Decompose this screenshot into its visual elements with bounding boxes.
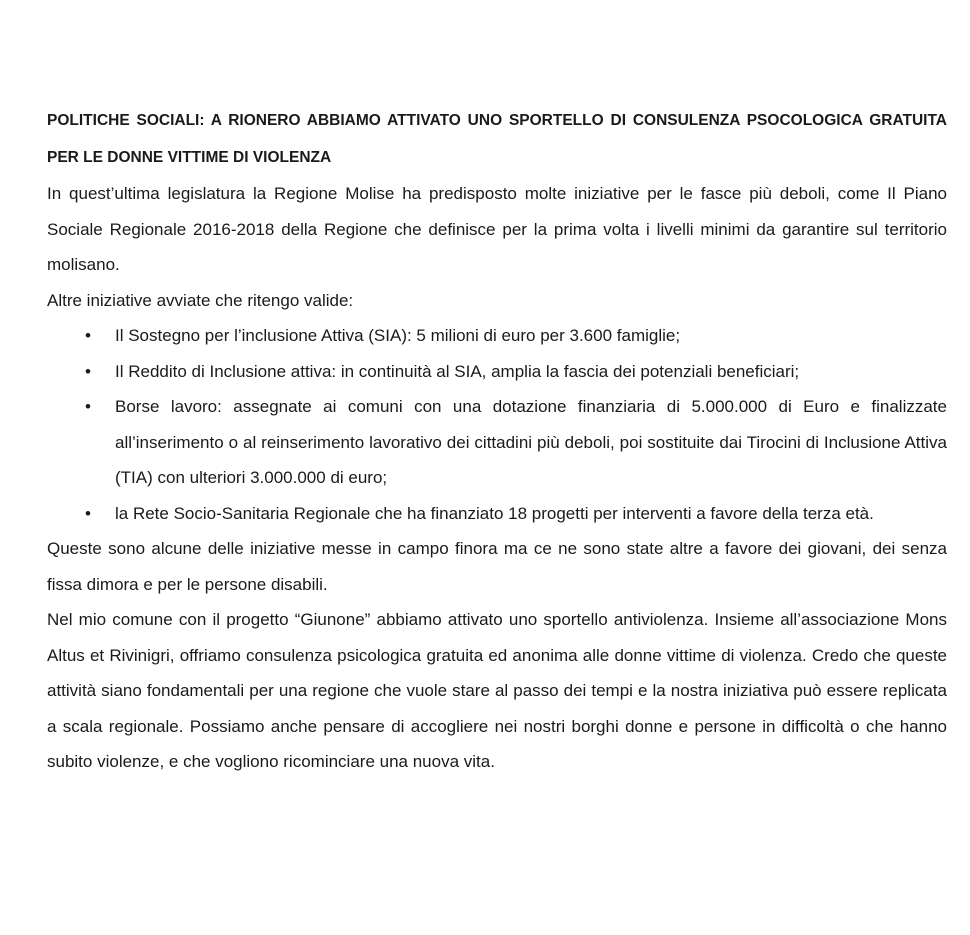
list-item-text: Il Sostegno per l’inclusione Attiva (SIA): 5 milioni di euro per 3.600 famiglie;	[115, 326, 681, 345]
list-item-text: Borse lavoro: assegnate ai comuni con una dotazione finanziaria di 5.000.000 di Euro e finalizzate all’inserimento o al reinserimento lavorativo dei cittadini più deboli, poi sostituite dai Tirocini di Inclusione Attiva (TIA) con ulteriori 3.000.000 di euro;	[115, 397, 947, 487]
document-page	[47, 102, 947, 780]
bullet-icon: •	[85, 397, 91, 416]
list-item	[47, 318, 947, 354]
bullet-icon: •	[85, 326, 91, 345]
list-item-text: Il Reddito di Inclusione attiva: in continuità al SIA, amplia la fascia dei potenziali beneficiari;	[115, 361, 800, 381]
list-intro: Altre iniziative avviate che ritengo valide:	[47, 290, 354, 310]
bullet-icon: •	[85, 503, 91, 523]
document-title: POLITICHE SOCIALI: A RIONERO ABBIAMO ATTIVATO UNO SPORTELLO DI CONSULENZA PSOCOLOGICA GRATUITA PER LE DONNE VITTIME DI VIOLENZA	[47, 112, 947, 166]
initiatives-list	[47, 318, 947, 531]
paragraph-giunone: Nel mio comune con il progetto “Giunone” abbiamo attivato uno sportello antiviolenza. Insieme all’associazione Mons Altus et Rivinigri, offriamo consulenza psicologica gratuita ed anonima alle donne vittime di violenza. Credo che queste attività siano fondamentali per una regione che vuole stare al passo dei tempi e la nostra iniziativa può essere replicata a scala regionale. Possiamo anche pensare di accogliere nei nostri borghi donne e persone in difficoltà o che hanno subito violenze, e che vogliono ricominciare una nuova vita.	[47, 610, 947, 771]
bullet-icon: •	[85, 361, 91, 381]
list-item	[47, 389, 947, 496]
intro-paragraph: In quest’ultima legislatura la Regione Molise ha predisposto molte iniziative per le fasce più deboli, come Il Piano Sociale Regionale 2016-2018 della Regione che definisce per la prima volta i livelli minimi da garantire sul territorio molisano.	[47, 184, 947, 274]
list-item-text: la Rete Socio-Sanitaria Regionale che ha finanziato 18 progetti per interventi a favore della terza età.	[115, 503, 874, 523]
list-item	[47, 496, 947, 532]
paragraph-initiatives: Queste sono alcune delle iniziative messe in campo finora ma ce ne sono state altre a favore dei giovani, dei senza fissa dimora e per le persone disabili.	[47, 539, 947, 594]
list-item	[47, 354, 947, 390]
